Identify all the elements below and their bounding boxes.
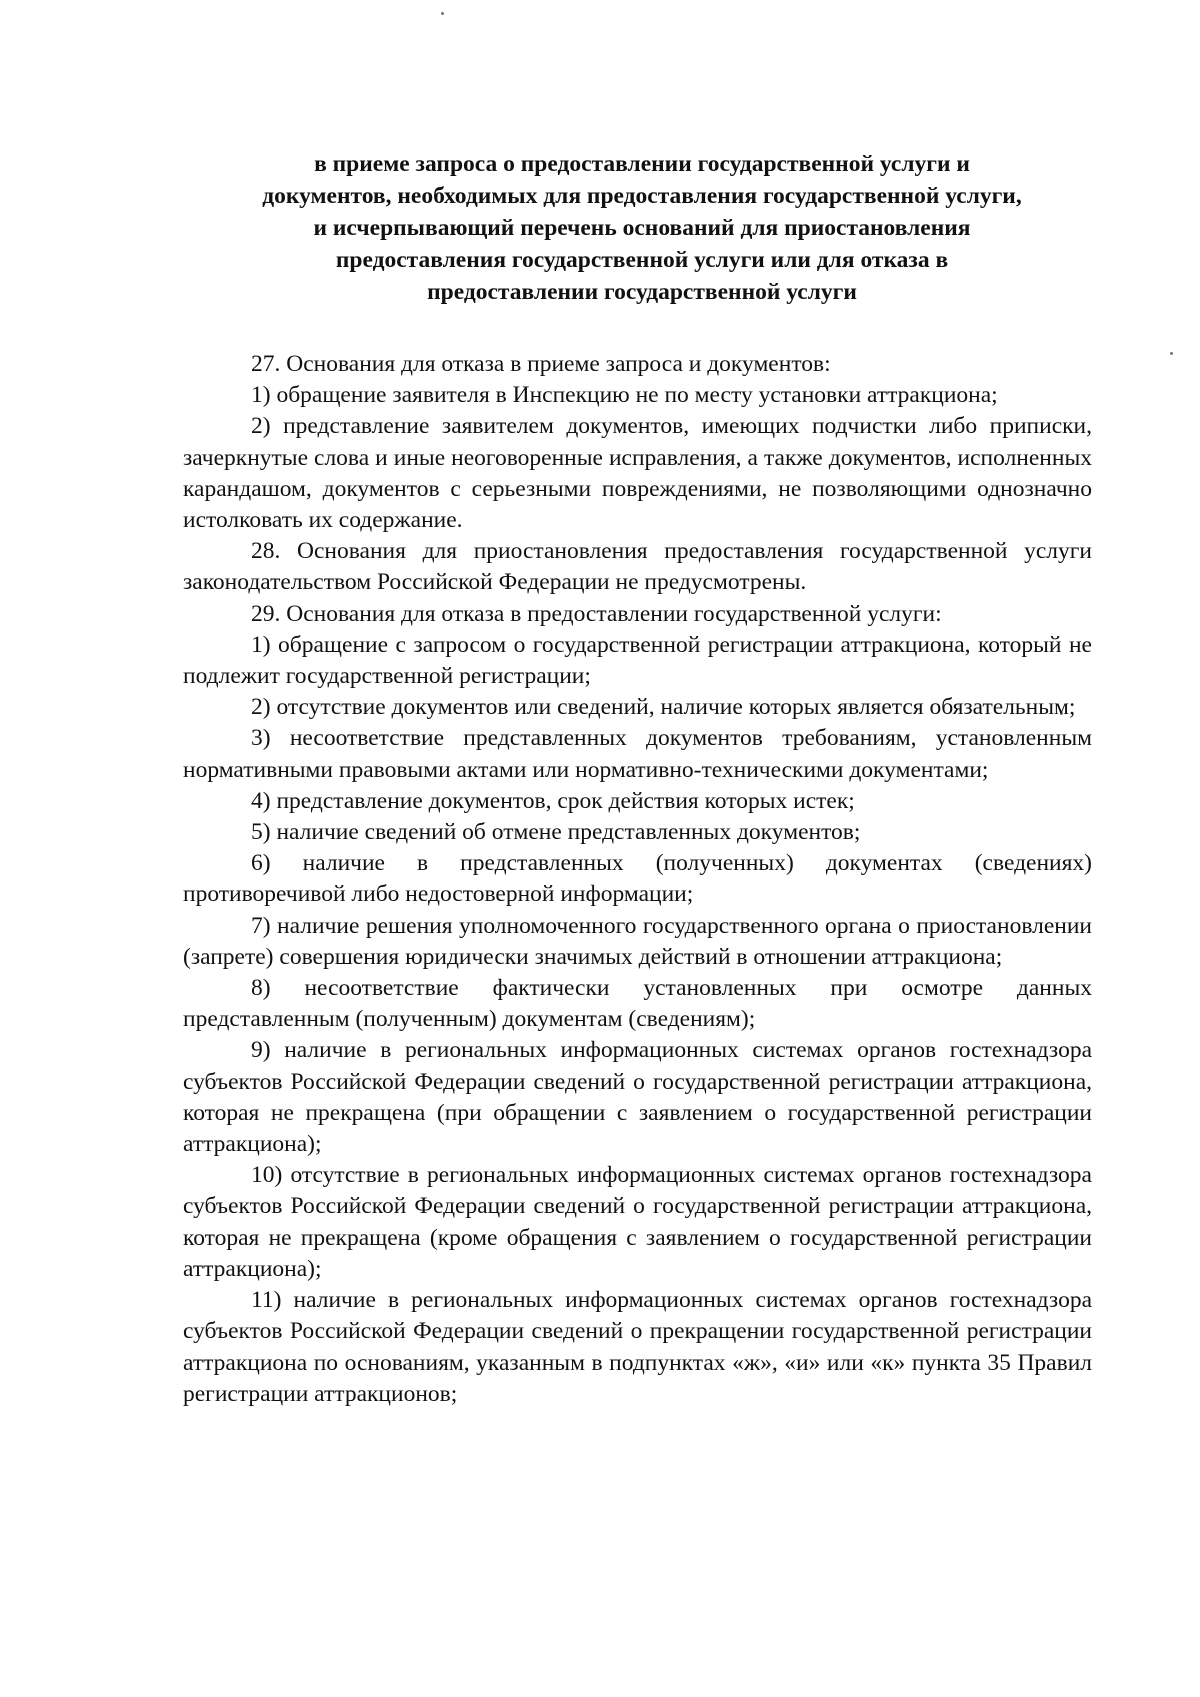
- paragraph-29-item-9: 9) наличие в региональных информационных системах органов гостехнадзора субъектов Российской Федерации сведений о государственной регистрации аттракциона, которая не прекращена (при обращении с заявлением о государственной регистрации аттракциона);: [183, 1037, 1092, 1158]
- scan-speck: [1170, 352, 1173, 355]
- paragraph-29-item-5: 5) наличие сведений об отмене представленных документов;: [251, 819, 861, 846]
- heading-line: и исчерпывающий перечень оснований для приостановления: [313, 215, 971, 241]
- paragraph-29-item-8: 8) несоответствие фактически установленных при осмотре данных представленным (полученным) документам (сведениям);: [183, 975, 1092, 1033]
- paragraph-27: 27. Основания для отказа в приеме запроса и документов:: [251, 351, 831, 377]
- paragraph-29-item-11: 11) наличие в региональных информационных системах органов гостехнадзора субъектов Российской Федерации сведений о прекращении государственной регистрации аттракциона по основаниям, указанным в подпунктах «ж», «и» или «к» пункта 35 Правил регистрации аттракционов;: [183, 1287, 1092, 1407]
- paragraph-28: 28. Основания для приостановления предоставления государственной услуги законодательством Российской Федерации не предусмотрены.: [183, 538, 1092, 596]
- section-heading: [182, 148, 1102, 308]
- heading-line: в приеме запроса о предоставлении государственной услуги и: [314, 151, 970, 177]
- heading-line: предоставлении государственной услуги: [427, 279, 857, 305]
- heading-line: предоставления государственной услуги или для отказа в: [335, 247, 949, 273]
- paragraph-29-item-4: 4) представление документов, срок действия которых истек;: [251, 787, 855, 814]
- paragraph-27-item-2: 2) представление заявителем документов, имеющих подчистки либо приписки, зачеркнутые слова и иные неоговоренные исправления, а также документов, исполненных карандашом, документов с серьезными повреждениями, не позволяющими однозначно истолковать их содержание.: [183, 413, 1092, 534]
- paragraph-27-item-1: 1) обращение заявителя в Инспекцию не по месту установки аттракциона;: [251, 382, 998, 409]
- document-body: [183, 349, 1092, 1410]
- paragraph-29-item-10: 10) отсутствие в региональных информационных системах органов гостехнадзора субъектов Российской Федерации сведений о государственной регистрации аттракциона, которая не прекращена (кроме обращения с заявлением о государственной регистрации аттракциона);: [183, 1162, 1092, 1282]
- paragraph-29-item-1: 1) обращение с запросом о государственной регистрации аттракциона, который не подлежит государственной регистрации;: [183, 631, 1092, 690]
- paragraph-29-item-6: 6) наличие в представленных (полученных) документах (сведениях) противоречивой либо недостоверной информации;: [183, 850, 1092, 908]
- paragraph-29-item-2: 2) отсутствие документов или сведений, наличие которых является обязательным;: [251, 694, 1076, 721]
- heading-line: документов, необходимых для предоставления государственной услуги,: [262, 183, 1022, 209]
- paragraph-29: 29. Основания для отказа в предоставлении государственной услуги:: [251, 600, 942, 627]
- paragraph-29-item-7: 7) наличие решения уполномоченного государственного органа о приостановлении (запрете) совершения юридически значимых действий в отношении аттракциона;: [183, 912, 1092, 970]
- paragraph-29-item-3: 3) несоответствие представленных документов требованиям, установленным нормативными правовыми актами или нормативно-техническими документами;: [183, 725, 1092, 783]
- scan-speck: [441, 12, 444, 15]
